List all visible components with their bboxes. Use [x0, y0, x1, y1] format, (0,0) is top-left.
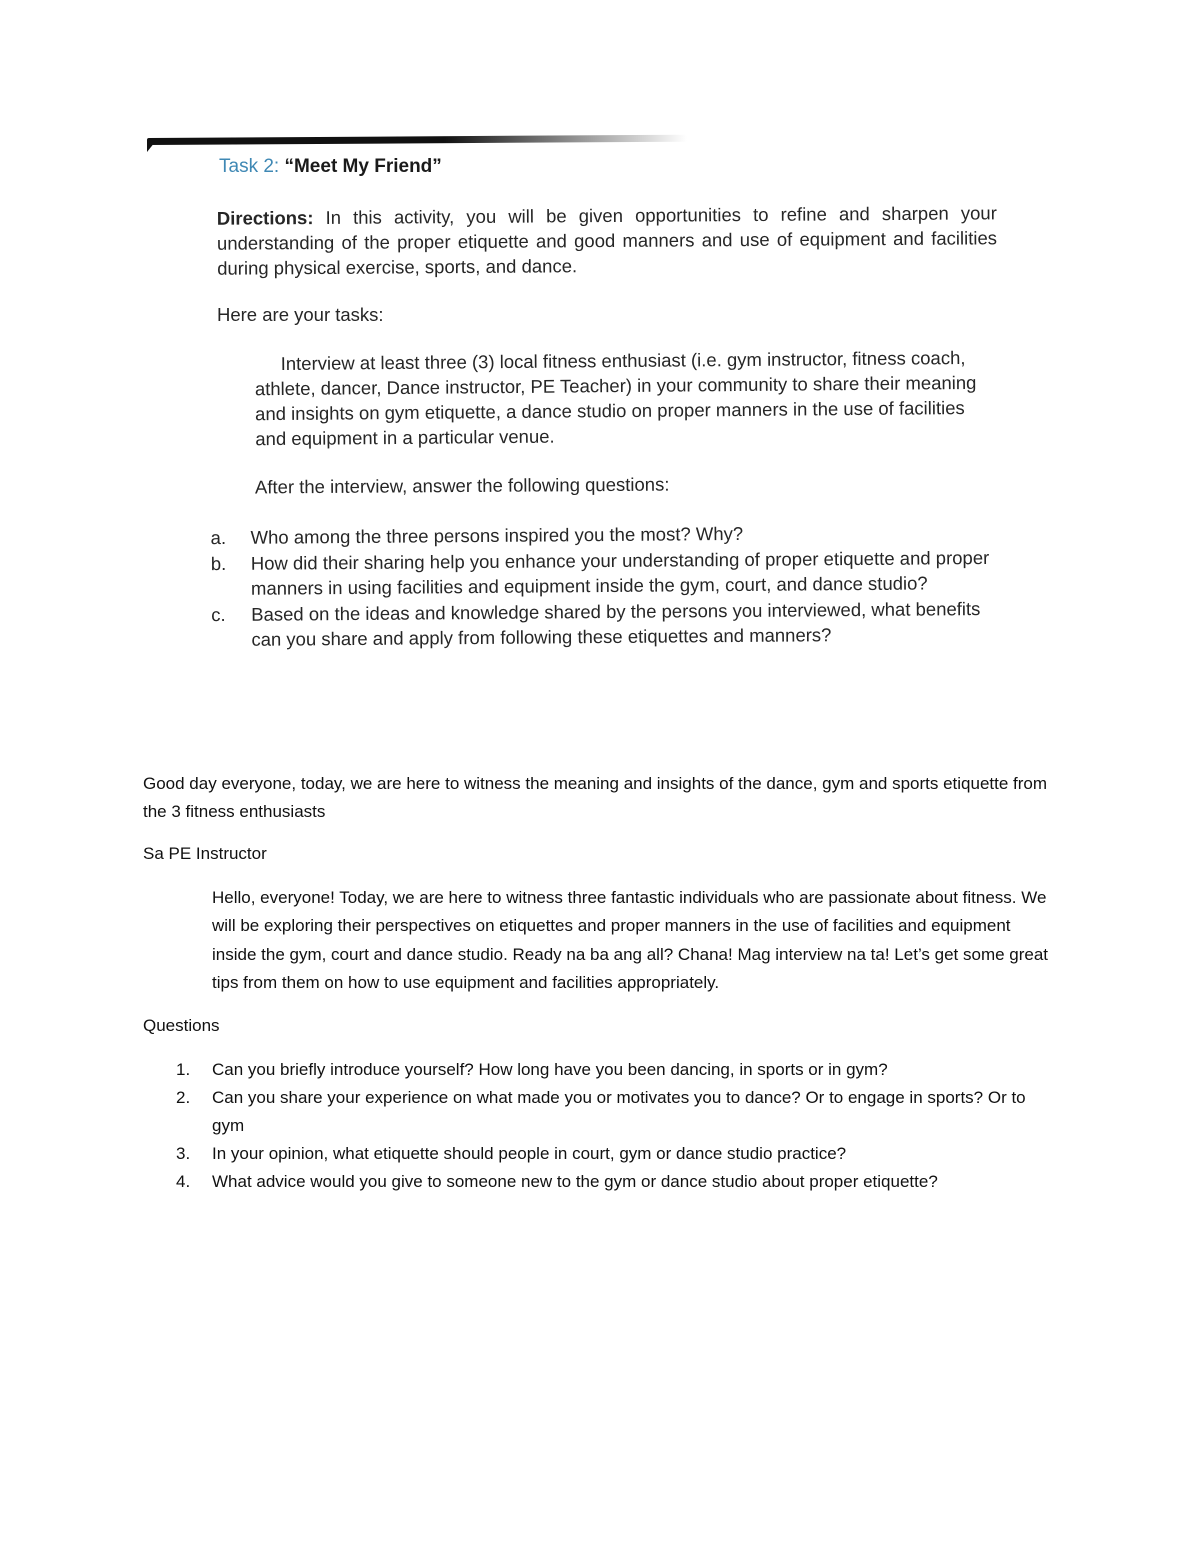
question-text: In your opinion, what etiquette should people in court, gym or dance studio practice?	[212, 1143, 847, 1163]
task-title	[219, 156, 442, 178]
question-number: 3.	[176, 1143, 191, 1163]
question-number: 1.	[176, 1059, 191, 1079]
question-text: Can you share your experience on what made you or motivates you to dance? Or to engage in sports? Or to gym	[212, 1087, 1026, 1135]
tasks-lead: Here are your tasks:	[217, 304, 384, 325]
question-item	[143, 1056, 1053, 1084]
task-question-item	[211, 545, 1001, 601]
question-number: 2.	[176, 1087, 191, 1107]
question-text: Can you briefly introduce yourself? How long have you been dancing, in sports or in gym?	[212, 1059, 888, 1079]
item-marker: b.	[210, 552, 227, 575]
questions-label: Questions	[143, 1015, 220, 1035]
task-question-item	[211, 596, 1001, 652]
item-marker: c.	[211, 603, 226, 626]
document-body	[143, 770, 1053, 1196]
task-question-list	[211, 519, 1002, 653]
section-label: Sa PE Instructor	[143, 844, 267, 863]
question-item	[143, 1168, 1053, 1196]
question-item	[143, 1140, 1053, 1168]
interview-instructions: Interview at least three (3) local fitness enthusiast (i.e. gym instructor, fitness coach, athlete, dancer, Dance instructor, PE Teacher) in your community to share their meaning and insights on gym etiquette, a dance studio on proper manners in the use of facilities and equipment in a particular venue.	[254, 347, 977, 450]
header-rule	[147, 135, 687, 145]
directions-paragraph	[217, 200, 998, 280]
greeting-paragraph: Hello, everyone! Today, we are here to witness three fantastic individuals who are passionate about fitness. We will be exploring their perspectives on etiquettes and proper manners in the use of facilities and equipment inside the gym, court and dance studio. Ready na ba ang all? Chana! Mag interview na ta! Let’s get some great tips from them on how to use equipment and facilities appropriately.	[212, 888, 1049, 993]
item-text: Based on the ideas and knowledge shared by the persons you interviewed, what benefits can you share and apply from following these etiquettes and manners?	[251, 598, 981, 650]
directions-label: Directions:	[216, 207, 314, 229]
item-marker: a.	[210, 526, 227, 549]
item-text: How did their sharing help you enhance your understanding of proper etiquette and proper manners in using facilities and equipment inside the gym, court, and dance studio?	[250, 546, 990, 599]
directions-text: In this activity, you will be given opportunities to refine and sharpen your understanding of the proper etiquette and good manners and use of equipment and facilities during physical exercise, sports, and dance.	[216, 202, 998, 279]
item-text: Who among the three persons inspired you the most? Why?	[250, 522, 744, 548]
interview-questions-list	[143, 1056, 1053, 1196]
question-number: 4.	[176, 1171, 191, 1191]
intro-paragraph: Good day everyone, today, we are here to witness the meaning and insights of the dance, gym and sports etiquette from the 3 fitness enthusiasts	[143, 774, 1048, 821]
after-interview-text: After the interview, answer the following questions:	[254, 473, 670, 498]
task-label: Task 2:	[219, 156, 280, 177]
question-item	[143, 1084, 1053, 1140]
task-name: “Meet My Friend”	[284, 156, 442, 177]
question-text: What advice would you give to someone new to the gym or dance studio about proper etiquette?	[212, 1171, 938, 1191]
scanned-task-image	[145, 130, 1025, 710]
